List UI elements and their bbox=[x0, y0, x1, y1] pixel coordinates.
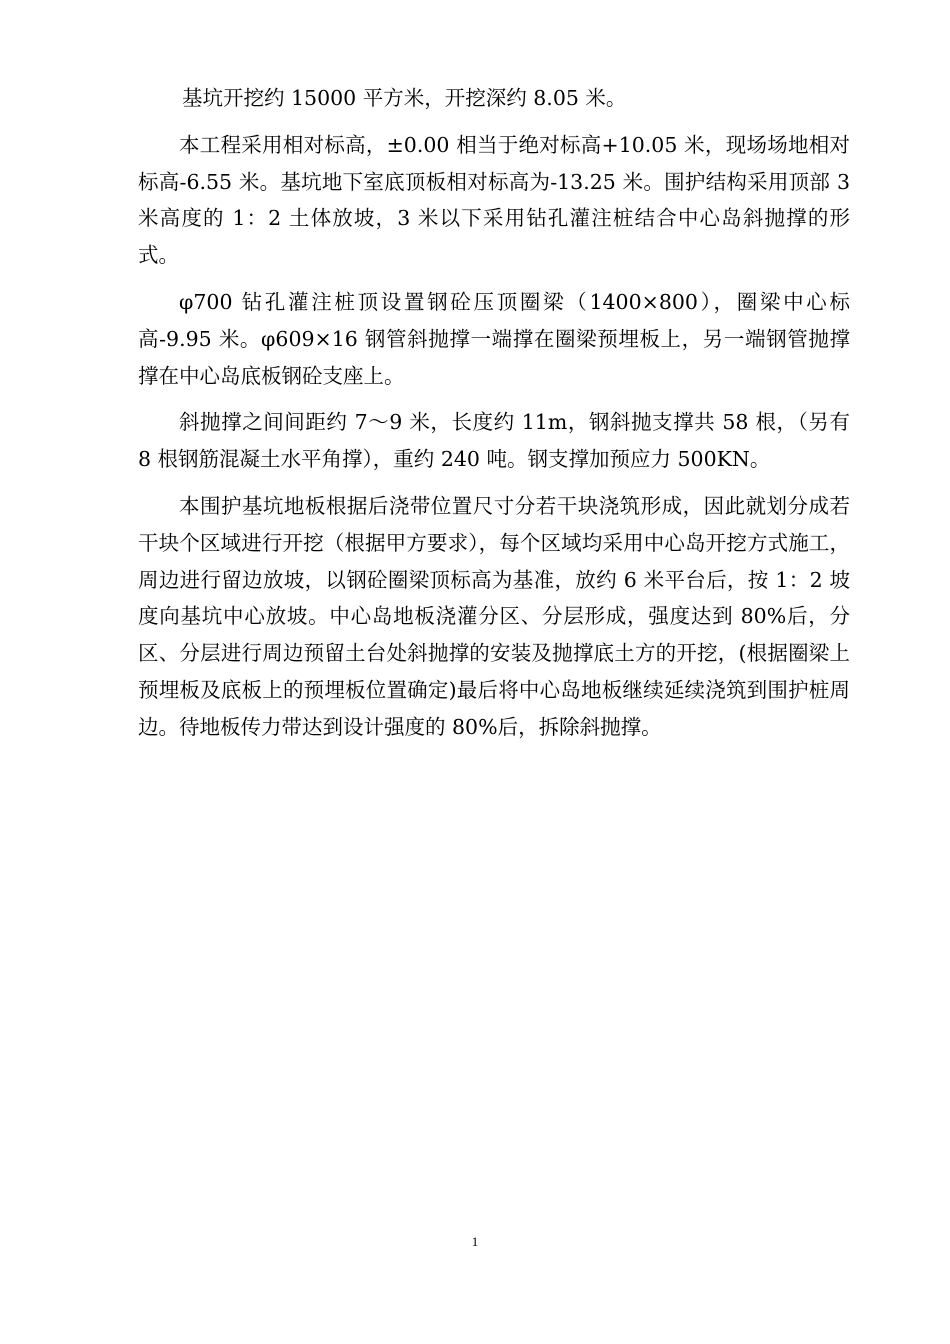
paragraph-bracing: 斜抛撑之间间距约 7～9 米，长度约 11m，钢斜抛支撑共 58 根，（另有 8 根钢筋混凝土水平角撑），重约 240 吨。钢支撑加预应力 500KN。 bbox=[138, 410, 850, 472]
paragraph-excavation-area: 基坑开挖约 15000 平方米，开挖深约 8.05 米。 bbox=[182, 86, 627, 110]
paragraph-ring-beam: φ700 钻孔灌注桩顶设置钢砼压顶圈梁（1400×800），圈梁中心标高-9.95 米。φ609×16 钢管斜抛撑一端撑在圈梁预埋板上，另一端钢管抛撑撑在中心岛底板钢砼支座上。 bbox=[138, 289, 850, 388]
paragraph-elevation: 本工程采用相对标高，±0.00 相当于绝对标高+10.05 米，现场场地相对标高-6.55 米。基坑地下室底顶板相对标高为-13.25 米。围护结构采用顶部 3 米高度的 1：2 土体放坡，3 米以下采用钻孔灌注桩结合中心岛斜抛撑的形式。 bbox=[138, 132, 850, 268]
body-text bbox=[138, 80, 850, 756]
paragraph-construction-method: 本围护基坑地板根据后浇带位置尺寸分若干块浇筑形成，因此就划分成若干块个区域进行开挖（根据甲方要求），每个区域均采用中心岛开挖方式施工，周边进行留边放坡，以钢砼圈梁顶标高为基准，放约 6 米平台后，按 1：2 坡度向基坑中心放坡。中心岛地板浇灌分区、分层形成，强度达到 80%后，分区、分层进行周边预留土台处斜抛撑的安装及抛撑底土方的开挖，(根据圈梁上预埋板及底板上的预埋板位置确定)最后将中心岛地板继续延续浇筑到围护桩周边。待地板传力带达到设计强度的 80%后，拆除斜抛撑。 bbox=[138, 493, 850, 739]
page-number: 1 bbox=[471, 1234, 479, 1249]
